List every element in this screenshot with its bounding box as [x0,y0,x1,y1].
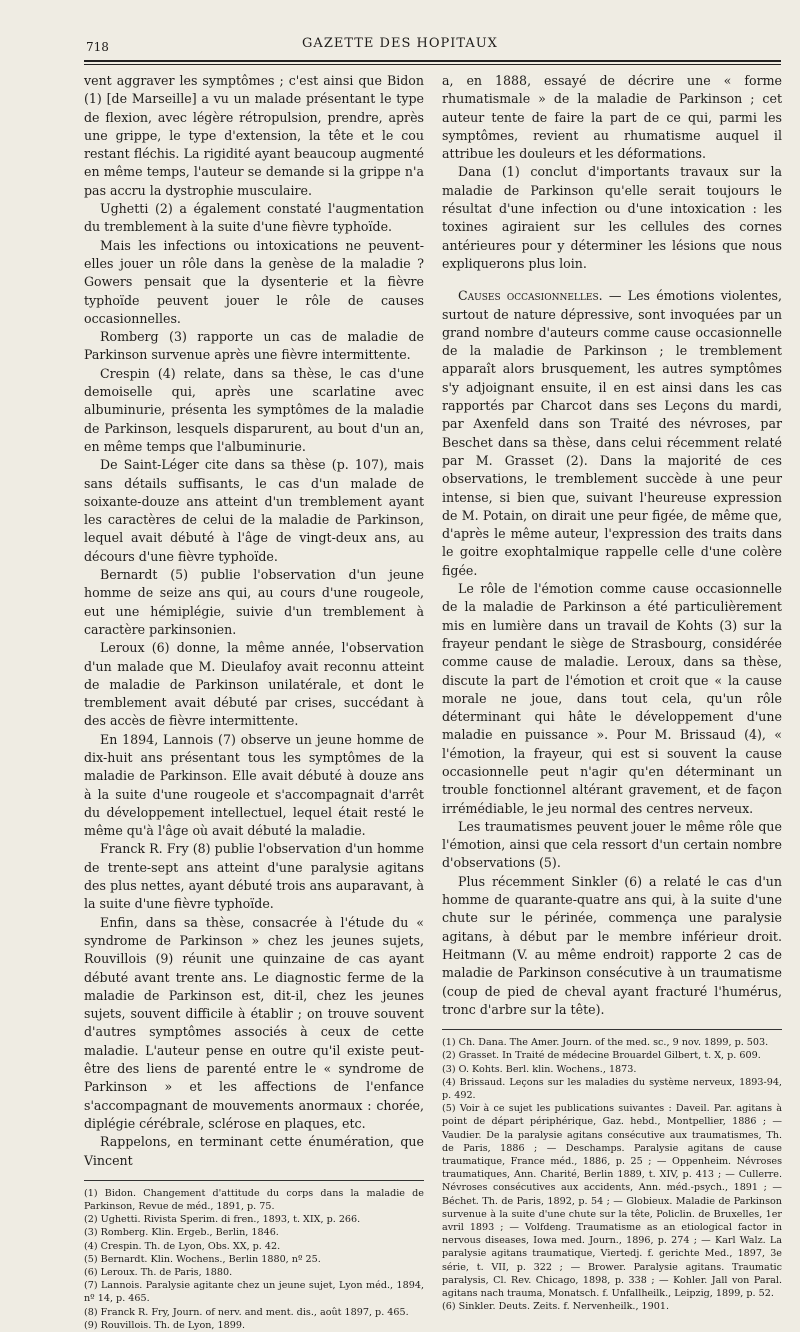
footnote: (6) Leroux. Th. de Paris, 1880. [84,1267,233,1279]
paragraph: Plus récemment Sinkler (6) a relaté le cas d'un homme de quarante-quatre ans qui, à la suite d'une chute sur le périnée, commença une paralysie agitans, à début par le membre inférieur droit. Heitmann (V. au même endroit) rapporte 2 cas de maladie de Parkinson consécutive à un traumatisme (coup de pied de cheval ayant fracturé l'humérus, tronc d'arbre sur la tête). [442,873,782,1017]
footnote-rule [442,1029,782,1030]
paragraph: Romberg (3) rapporte un cas de maladie de Parkinson survenue après une fièvre intermittente. [84,329,424,363]
running-head: GAZETTE DES HOPITAUX [302,36,498,51]
footnote: (9) Rouvillois. Th. de Lyon, 1899. [84,1319,245,1331]
paragraph: Ughetti (2) a également constaté l'augmentation du tremblement à la suite d'une fièvre typhoïde. [84,201,424,235]
footnote: (3) Romberg. Klin. Ergeb., Berlin, 1846. [84,1227,279,1239]
footnote: (4) Crespin. Th. de Lyon, Obs. XX, p. 42. [84,1240,281,1252]
footnotes [84,1187,424,1332]
header-rule-thin [84,64,781,65]
footnote: (6) Sinkler. Deuts. Zeits. f. Nervenheilk., 1901. [442,1301,670,1313]
footnote: (7) Lannois. Paralysie agitante chez un jeune sujet, Lyon méd., 1894, nº 14, p. 465. [84,1280,424,1305]
paragraph: Enfin, dans sa thèse, consacrée à l'étude du « syndrome de Parkinson » chez les jeunes sujets, Rouvillois (9) réunit une quinzaine de cas ayant débuté avant trente ans. Le diagnostic ferme de la maladie de Parkinson est, dit-il, chez les jeunes sujets, souvent difficile à établir ; on trouve souvent d'autres symptômes associés à ceux de cette maladie. L'auteur pense en outre qu'il existe peut-être des liens de parenté entre le « syndrome de Parkinson » et les affections de l'enfance s'accompagnant de mouvements anormaux : chorée, diplégie cérébrale, sclérose en plaques, etc. [84,914,424,1131]
page-number: 718 [86,40,109,54]
paragraph: Le rôle de l'émotion comme cause occasionnelle de la maladie de Parkinson a été particulièrement mis en lumière dans un travail de Kohts (3) sur la frayeur pendant le siège de Strasbourg, considérée comme cause de maladie. Leroux, dans sa thèse, discute la part de l'émotion et croit que « la cause morale ne joue, dans tout cela, qu'un rôle déterminant qui hâte le développement d'une maladie en puissance ». Pour M. Brissaud (4), « l'émotion, la frayeur, qui est si souvent la cause occasionnelle peut n'agir qu'en déterminant un trouble fonctionnel altérant gravement, et de façon irrémédiable, le jeu normal des centres nerveux. [442,581,782,816]
footnote-rule [84,1180,424,1181]
paragraph: En 1894, Lannois (7) observe un jeune homme de dix-huit ans présentant tous les symptômes de la maladie de Parkinson. Elle avait débuté à douze ans à la suite d'une rougeole et s'accompagnait d'arrêt du développement intellectuel, lequel était resté le même qu'à l'âge où avait débuté la maladie. [84,731,424,839]
section-heading: Causes occasionnelles. [458,288,603,304]
paragraph: De Saint-Léger cite dans sa thèse (p. 107), mais sans détails suffisants, le cas d'un malade de soixante-douze ans atteint d'un tremblement ayant les caractères de celui de la maladie de Parkinson, lequel avait débuté à l'âge de vingt-deux ans, au décours d'une fièvre typhoïde. [84,457,424,564]
footnote: (4) Brissaud. Leçons sur les maladies du système nerveux, 1893-94, p. 492. [442,1076,782,1101]
paragraph: Crespin (4) relate, dans sa thèse, le cas d'une demoiselle qui, après une scarlatine avec albuminurie, présenta les symptômes de la maladie de Parkinson, lesquels disparurent, au bout d'un an, en même temps que l'albuminurie. [84,365,424,454]
section-paragraph [442,287,782,580]
header-rule [84,60,781,62]
footnote: (1) Bidon. Changement d'attitude du corps dans la maladie de Parkinson, Revue de méd., 1891, p. 75. [84,1187,424,1213]
footnote: (2) Grasset. In Traité de médecine Brouardel Gilbert, t. X, p. 609. [442,1050,761,1062]
footnote: (5) Bernardt. Klin. Wochens., Berlin 1880, nº 25. [84,1253,321,1265]
footnote: (2) Ughetti. Rivista Sperim. di fren., 1893, t. XIX, p. 266. [84,1214,361,1226]
left-column [84,72,424,1332]
footnote: (1) Ch. Dana. The Amer. Journ. of the med. sc., 9 nov. 1899, p. 503. [442,1037,769,1049]
paragraph: a, en 1888, essayé de décrire une « forme rhumatismale » de la maladie de Parkinson ; cet auteur tente de faire la part de ce qui, parmi les symptômes, revient au rhumatisme auquel il attribue les douleurs et les déformations. [442,73,782,162]
paragraph: Rappelons, en terminant cette énumération, que Vincent [84,1134,424,1168]
paragraph: Franck R. Fry (8) publie l'observation d'un homme de trente-sept ans atteint d'une paralysie agitans des plus nettes, ayant débuté trois ans auparavant, à la suite d'une fièvre typhoïde. [84,841,424,912]
footnote: (5) Voir à ce sujet les publications suivantes : Daveil. Par. agitans à point de départ périphérique, Gaz. hebd., Montpellier, 1886 ; — Vaudier. De la paralysie agitans consécutive aux traumatismes, Th. de Paris, 1886 ; — Deschamps. Paralysie agitans de cause traumatique, France méd., 1886, p. 25 ; — Oppenheim. Névroses traumatiques, Ann. Charité, Berlin 1889, t. XIV, p. 413 ; — Cullerre. Névroses consécutives aux accidents, Ann. méd.-psych., 1891 ; — Béchet. Th. de Paris, 1892, p. 54 ; — Globieux. Maladie de Parkinson survenue à la suite d'une chute sur la tête, Policlin. de Bruxelles, 1er avril 1893 ; — Volfdeng. Traumatisme as an etiological factor in nervous diseases, Iowa med. Journ., 1896, p. 274 ; — Karl Walz. La paralysie agitans traumatique, Viertedj. f. gerichte Med., 1897, 3e série, t. VII, p. 322 ; — Brower. Paralysie agitans. Traumatic paralysis, Cl. Rev. Chicago, 1898, p. 338 ; — Kohler. Jall von Paral. agitans nach trauma, Monatsch. f. Unfallheilk., Leipzig, 1899, p. 52. [442,1103,782,1299]
paragraph: Dana (1) conclut d'importants travaux sur la maladie de Parkinson qu'elle serait toujours le résultat d'une infection ou d'une intoxication : les toxines agiraient sur les cellules des cornes antérieures pour y déterminer les lésions que nous expliquerons plus loin. [442,164,782,271]
paragraph: Les traumatismes peuvent jouer le même rôle que l'émotion, ainsi que cela ressort d'un certain nombre d'observations (5). [442,818,782,871]
paragraph: vent aggraver les symptômes ; c'est ainsi que Bidon (1) [de Marseille] a vu un malade présentant le type de flexion, avec légère rétropulsion, prendre, après une grippe, le type d'extension, la tête et le cou restant fléchis. La rigidité ayant beaucoup augmenté en même temps, l'auteur se demande si la grippe n'a pas accru la dystrophie musculaire. [84,73,424,198]
paragraph: Mais les infections ou intoxications ne peuvent-elles jouer un rôle dans la genèse de la maladie ? Gowers pensait que la dysenterie et la fièvre typhoïde peuvent jouer le rôle de causes occasionnelles. [84,237,424,326]
footnotes [442,1036,782,1313]
footnote: (8) Franck R. Fry, Journ. of nerv. and ment. dis., août 1897, p. 465. [84,1306,409,1318]
paragraph: Bernardt (5) publie l'observation d'un jeune homme de seize ans qui, au cours d'une rougeole, eut une hémiplégie, suivie d'un tremblement à caractère parkinsonien. [84,567,424,637]
section-text: — Les émotions violentes, surtout de nature dépressive, sont invoquées par un grand nombre d'auteurs comme cause occasionnelle de la maladie de Parkinson ; le tremblement apparaît alors brusquement, les autres symptômes s'y adjoignant ensuite, il en est ainsi dans les cas rapportés par Charcot dans ses Leçons du mardi, par Axenfeld dans son Traité des névroses, par Beschet dans sa thèse, dans celui récemment relaté par M. Grasset (2). Dans la majorité de ces observations, le tremblement succède à une peur intense, si bien que, suivant l'heureuse expression de M. Potain, on dirait une peur figée, de même que, d'après le même auteur, l'expression des traits dans le goitre exophtalmique rappelle celle d'une colère figée. [442,288,782,578]
right-column [442,72,782,1313]
paragraph: Leroux (6) donne, la même année, l'observation d'un malade que M. Dieulafoy avait reconnu atteint de maladie de Parkinson unilatérale, et dont le tremblement avait débuté par crises, succédant à des accès de fièvre intermittente. [84,640,424,729]
footnote: (3) O. Kohts. Berl. klin. Wochens., 1873. [442,1063,637,1075]
